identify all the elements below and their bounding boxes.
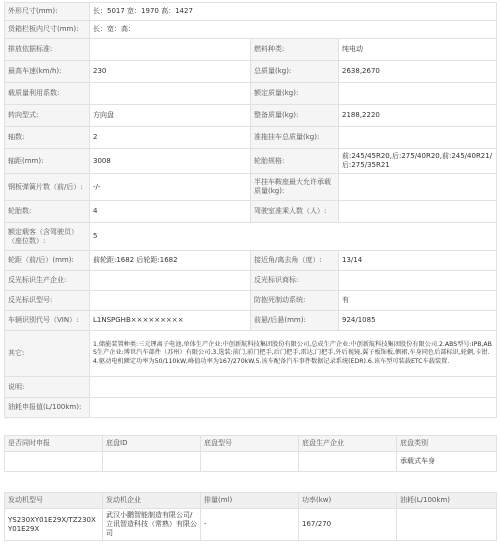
wheelbase-label: 轴距(mm): xyxy=(5,149,90,174)
approach-angle-value: 13/14 xyxy=(339,251,497,271)
reflector-brand-label: 反光标识商标: xyxy=(251,271,339,291)
rated-passengers-label: 额定载客（含驾驶员）（座位数）: xyxy=(5,223,90,251)
total-mass-label: 总质量(kg): xyxy=(251,61,339,83)
engine-cell: - xyxy=(201,509,299,541)
steering-value: 方向盘 xyxy=(90,105,251,127)
chassis-cell xyxy=(299,452,397,472)
load-utilization-value xyxy=(90,83,251,105)
max-speed-label: 最高车速(km/h): xyxy=(5,61,90,83)
vin-label: 车辆识别代号（VIN）: xyxy=(5,311,90,331)
total-mass-value: 2638,2670 xyxy=(339,61,497,83)
reflector-company-label: 反光标识生产企业: xyxy=(5,271,90,291)
wheelbase-value: 3008 xyxy=(90,149,251,174)
reflector-model-value xyxy=(90,291,251,311)
reflector-company-value xyxy=(90,271,251,291)
vin-value: L1NSPGHB××××××××× xyxy=(90,311,251,331)
engine-cell: YS230XY01E29X/TZ230XY01E29X xyxy=(5,509,103,541)
cab-seats-label: 驾驶室准乘人数（人）: xyxy=(251,201,339,223)
curb-mass-value: 2188,2220 xyxy=(339,105,497,127)
note-value xyxy=(90,377,497,398)
chassis-header-cell: 是否同时申报 xyxy=(5,436,103,452)
max-speed-value: 230 xyxy=(90,61,251,83)
tire-count-label: 轮胎数: xyxy=(5,201,90,223)
abs-label: 防抱死制动系统: xyxy=(251,291,339,311)
chassis-header-cell: 底盘类别 xyxy=(397,436,497,452)
cargo-box-value: 长：宽：高： xyxy=(90,21,497,39)
fuel-type-value: 纯电动 xyxy=(339,39,497,61)
engine-header-cell: 油耗(L/100km) xyxy=(397,493,497,509)
vehicle-spec-page xyxy=(0,2,500,551)
axles-value: 2 xyxy=(90,127,251,149)
chassis-header-cell: 底盘生产企业 xyxy=(299,436,397,452)
load-utilization-label: 载质量利用系数: xyxy=(5,83,90,105)
rated-passengers-value: 5 xyxy=(90,223,497,251)
semi-saddle-value xyxy=(339,174,497,201)
chassis-header-cell: 底盘ID xyxy=(103,436,201,452)
chassis-cell xyxy=(201,452,299,472)
steering-label: 转向型式: xyxy=(5,105,90,127)
cab-seats-value xyxy=(339,201,497,223)
engine-header-cell: 功率(kw) xyxy=(299,493,397,509)
other-value: 1.储能装置种类:三元锂离子电池,单体生产企业:中创新航科技集团股份有限公司,总成生产企业:中创新航科技集团股份有限公司.2.ABS型号:IPB,ABS生产企业:博世汽车部件（苏州）有限公司.3.选装:前门,前门把手,后门把手,雷达,门把手,外后视镜,翼子板饰板,侧裙,车身同色后部标识,轮辋,卡钳.4.驱动电机额定功率为50/110kW,峰值功率为167/270kW.5.该车配备汽车事件数据记录系统(EDR).6.该车型可装载ETC车载装置. xyxy=(90,331,497,377)
track-label: 轮距（前/后）(mm): xyxy=(5,251,90,271)
engine-header-cell: 发动机型号 xyxy=(5,493,103,509)
rated-mass-value xyxy=(339,83,497,105)
tire-count-value: 4 xyxy=(90,201,251,223)
trailer-mass-label: 准拖挂车总质量(kg): xyxy=(251,127,339,149)
chassis-table xyxy=(4,435,497,472)
tire-spec-value: 前:245/45R20,后:275/40R20,前:245/40R21/后:275/35R21 xyxy=(339,149,497,174)
track-value: 前轮距:1682 后轮距:1682 xyxy=(90,251,251,271)
spring-leaves-label: 钢板弹簧片数（前/后）: xyxy=(5,174,90,201)
emission-label: 排放依据标准: xyxy=(5,39,90,61)
engine-header-cell: 排量(ml) xyxy=(201,493,299,509)
trailer-mass-value xyxy=(339,127,497,149)
reflector-model-label: 反光标识型号: xyxy=(5,291,90,311)
emission-value xyxy=(90,39,251,61)
outer-size-label: 外形尺寸(mm): xyxy=(5,3,90,21)
cargo-box-label: 货箱栏板内尺寸(mm): xyxy=(5,21,90,39)
vehicle-parameters-table xyxy=(4,2,497,418)
abs-value: 有 xyxy=(339,291,497,311)
reflector-brand-value xyxy=(339,271,497,291)
chassis-cell xyxy=(5,452,103,472)
chassis-header-cell: 底盘型号 xyxy=(201,436,299,452)
semi-saddle-label: 半挂车鞍座最大允许承载质量(kg): xyxy=(251,174,339,201)
outer-size-value: 长：5017 宽：1970 高：1427 xyxy=(90,3,497,21)
engine-table xyxy=(4,492,497,541)
rated-mass-label: 额定质量(kg): xyxy=(251,83,339,105)
engine-cell: 167/270 xyxy=(299,509,397,541)
chassis-cell xyxy=(103,452,201,472)
curb-mass-label: 整备质量(kg): xyxy=(251,105,339,127)
fuel-consumption-value xyxy=(90,398,497,418)
tire-spec-label: 轮胎规格: xyxy=(251,149,339,174)
axles-label: 轴数: xyxy=(5,127,90,149)
engine-cell xyxy=(397,509,497,541)
other-label: 其它: xyxy=(5,331,90,377)
engine-header-cell: 发动机企业 xyxy=(103,493,201,509)
overhang-label: 前悬/后悬(mm): xyxy=(251,311,339,331)
spring-leaves-value: -/- xyxy=(90,174,251,201)
overhang-value: 924/1085 xyxy=(339,311,497,331)
fuel-type-label: 燃料种类: xyxy=(251,39,339,61)
fuel-consumption-label: 油耗申报值(L/100km): xyxy=(5,398,90,418)
chassis-cell: 承载式车身 xyxy=(397,452,497,472)
approach-angle-label: 接近角/离去角（度）: xyxy=(251,251,339,271)
engine-cell: 武汉小鹏智能制造有限公司/立讯智造科技（常熟）有限公司 xyxy=(103,509,201,541)
note-label: 说明: xyxy=(5,377,90,398)
